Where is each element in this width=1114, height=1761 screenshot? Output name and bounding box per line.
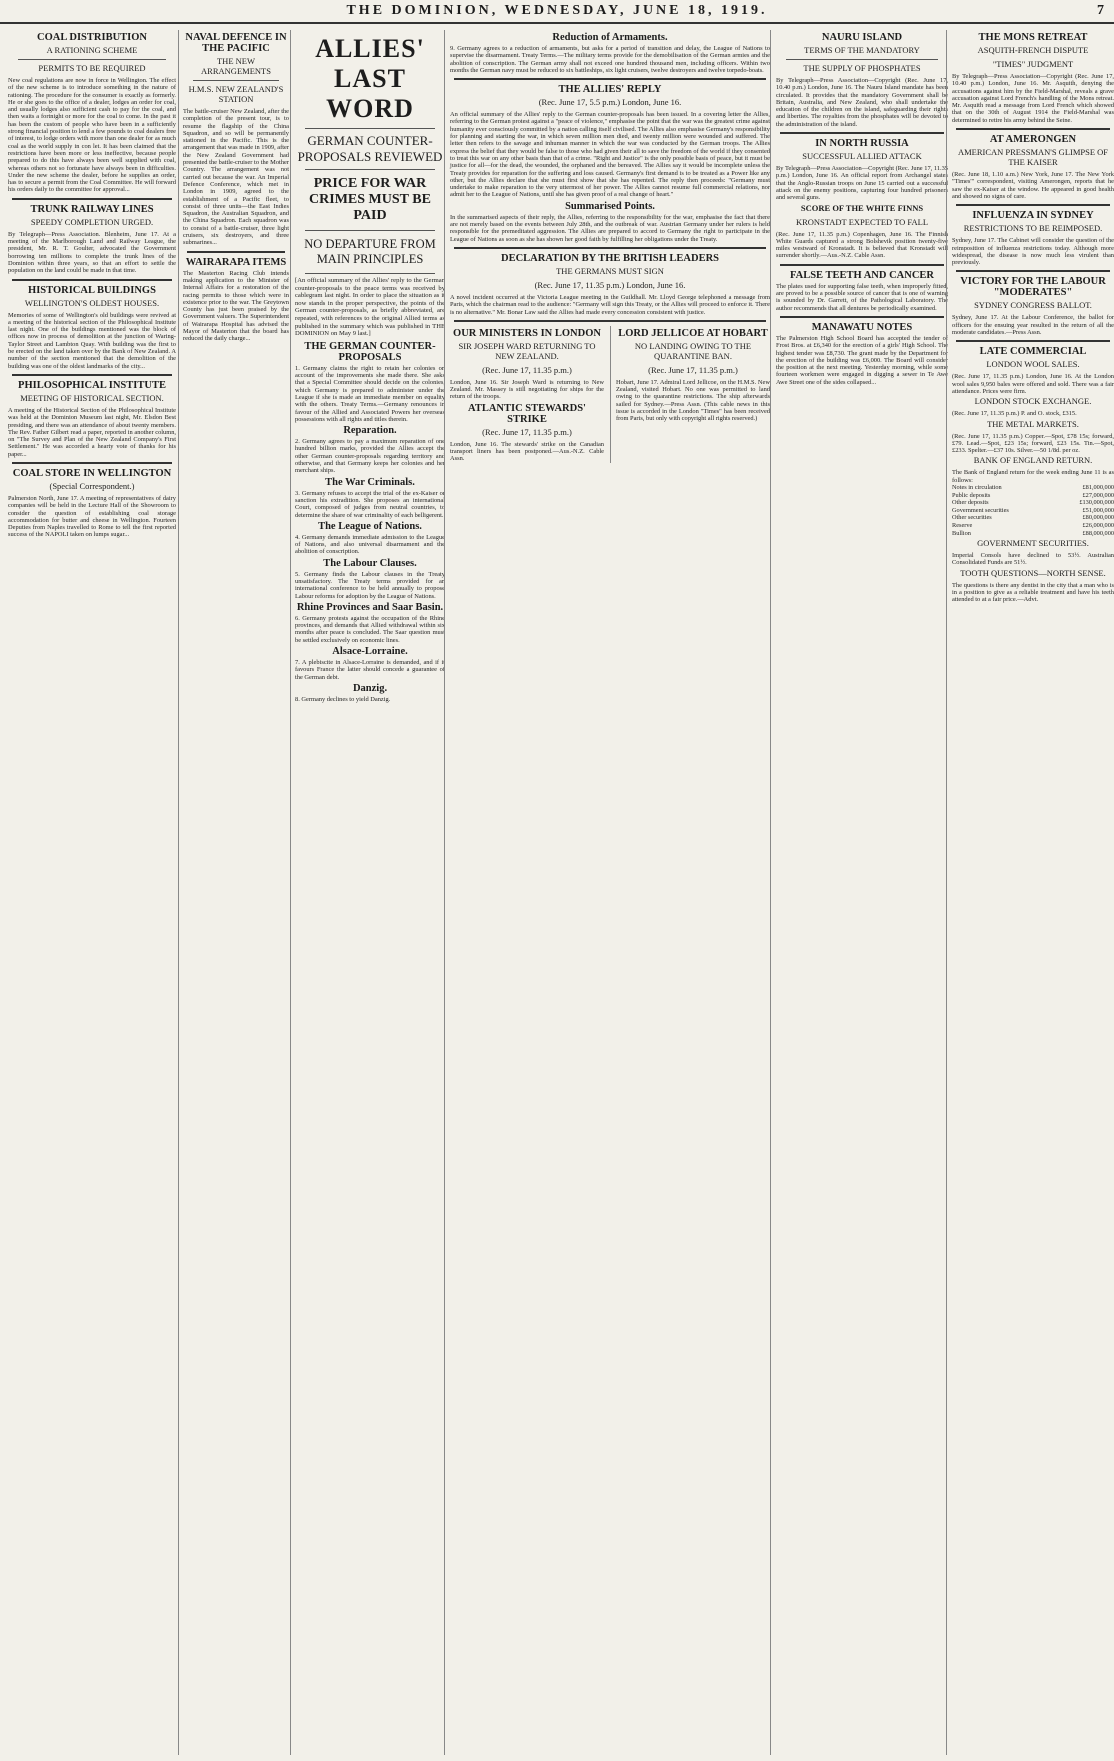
section-heading: Alsace-Lorraine. [332, 646, 408, 658]
article-body: By Telegraph—Press Association—Copyright (Rec. June 17, 10.40 p.m.) London, June 16. Mr. Asquith, denying the accusations against him by the Field-Marshal, reveals a grave accusation against Lord French's handling of the Mons retreat. Mr. Asquith read a message from Lord French which showed that on the 30th of August 1914 the Field-Marshal was determined to retire his army behind the Seine. [952, 73, 1114, 124]
section-heading: Danzig. [352, 682, 388, 694]
article-intro: [An official summary of the Allies' reply to the German counter-proposals to the peace terms was received by cablegram last night. In order to place the situation as it now stands in the proper perspective, the points of the German counter-proposals, as briefly abbreviated, are repeated, with references to the original Allied terms as published in the summary which was published in THE DOMINION on May 9 last.] [295, 277, 447, 338]
article-body: The questions is there any dentist in the city that a man who is in a position to give as a reliable treatment and have his teeth attended to at a fair price.—Advt. [952, 581, 1114, 604]
article-body: 6. Germany protests against the occupation of the Rhine provinces, and demands that Allied withdrawal within six months after peace is concluded. The Saar question must be settled exclusively on economic lines. [295, 614, 447, 644]
section-heading: The War Criminals. [325, 476, 415, 488]
article-body: New coal regulations are now in force in Wellington. The effect of the new scheme is to introduce something in the nature of rationing. The procedure for the consumer is exactly as formerly. He or she goes to the office of a dealer, lodges an order for coal, and usually lodges also sufficient cash to pay for the coal, and then waits a fortnight or more for the coal to come. In the past it has been the custom of people who have been in a sufficiently strong financial position to lend a few pounds to coal dealers free of interest, to lodge orders with more than one dealer for as much coal as the world supply in con let. It has been claimed that the restrictions have been more or less ineffective, because people prepared to do this have always been well supplied with coal, whereas others not so fortunate have always been in difficulties. Under the new scheme the dealer, before he supplies an order, has to secure a permit from the Coal Committee. He will forward his orders daily to the committee for approval... [8, 77, 178, 194]
subhead: THE SUPPLY OF PHOSPHATES [803, 63, 921, 73]
article-body: 4. Germany demands immediate admission to the League of Nations, and also universal disarmament and the abolition of conscription. [295, 533, 447, 556]
article-body: 1. Germany claims the right to retain her colonies on account of the improvements she made there. She asks that a Special Committee should decide on the colonies, which Germany is prepared to administer under the League if she is made an immediate member on equality with the others. Treaty Terms.—Germany renounces in favour of the Allied and Associated Powers her overseas possessions with all rights and titles therein. [295, 364, 447, 423]
section-heading: Rhine Provinces and Saar Basin. [296, 601, 444, 613]
headline-mons-retreat: THE MONS RETREAT [978, 32, 1088, 43]
subhead: LONDON STOCK EXCHANGE. [974, 396, 1092, 407]
article-body: Sydney, June 17. The Cabinet will consider the question of the reimposition of influenza restrictions today. Although more widespread, the disease is now much less virulent than previously. [952, 237, 1114, 267]
subhead: SUCCESSFUL ALLIED ATTACK [802, 151, 922, 162]
section-heading: Summarised Points. [565, 200, 655, 212]
article-body: The plates used for supporting false teeth, when improperly fitted, are proved to be a possible source of cancer that is one of warning is sounded by Dr. Garrett, of the Pathological Laboratory. The author recommends that all dentures be periodically examined. [776, 282, 950, 312]
subhead: LONDON WOOL SALES. [986, 359, 1080, 370]
subhead: (Special Correspondent.) [49, 480, 135, 491]
article-body: (Rec. June 17, 11.35 p.m.) London, June 16. At the London wool sales 9,950 bales were offered and sold. There was a fair attendance. Prices were firm. [952, 373, 1114, 395]
subhead: GOVERNMENT SECURITIES. [977, 538, 1089, 549]
bank-return-value: £27,000,000 [1082, 491, 1114, 499]
bank-return-label: Bullion [952, 529, 971, 537]
article-body: 3. Germany refuses to accept the trial of the ex-Kaiser or sanction his extradition. She proposes an international Court, composed of judges from neutral countries, to determine the share of war criminality of each belligerent. [295, 489, 447, 519]
headline-nauru: NAURU ISLAND [821, 32, 903, 43]
column-3 [290, 30, 445, 1755]
article-body: (Rec. June 17, 11.35 p.m.) Copenhagen, June 16. The Finnish White Guards captured a strong Bolshevik position twenty-five miles westward of Kronstadt. It is believed that Kronstadt will surrender shortly.—Aus.-N.Z. Cable Assn. [776, 230, 950, 260]
section-heading: The Labour Clauses. [323, 557, 417, 569]
bank-return-label: Public deposits [952, 491, 991, 499]
column-6 [946, 30, 1114, 1755]
masthead-title: THE DOMINION, WEDNESDAY, JUNE 18, 1919. [346, 3, 768, 18]
article-body: The Bank of England return for the week ending June 11 is as follows: [952, 469, 1114, 484]
dateline [450, 97, 770, 107]
bank-return-value: £130,000,000 [1079, 499, 1114, 507]
subhead: SCORE OF THE WHITE FINNS [800, 202, 924, 213]
bank-return-row [952, 507, 1114, 515]
section-heading: The League of Nations. [318, 520, 422, 532]
headline-stewards-strike: ATLANTIC STEWARDS' STRIKE [468, 402, 586, 425]
subhead: WELLINGTON'S OLDEST HOUSES. [24, 297, 160, 308]
article-body: A meeting of the Historical Section of the Philosophical Institute was held at the Dominion Museum last night, Mr. Elsdon Best presiding, and there was an attendance of about twenty members. The Rev. Father Gilbert read a paper, reported in another column, on "The Survey and Plan of the New Zealand Company's First Settlement." He was accorded a hearty vote of thanks for his paper... [8, 406, 178, 458]
main-subheadline: PRICE FOR WAR CRIMES MUST BE PAID [309, 176, 431, 223]
article-body: By Telegraph—Press Association—Copyright (Rec. June 17, 11.35 p.m.) London, June 16. An official report from Archangel states that the Anglo-Russian troops on June 15 carried out a successful attack on the enemy positions, capturing four hundred prisoners and several guns. [776, 165, 950, 202]
article-body: In the summarised aspects of their reply, the Allies, referring to the responsibility for the war, emphasise the fact that there are not merely based on the events between July 28th, and the outbreak of war. Austrian Germany under her rulers is held responsible for the premeditated aggression. The Allies are prepared to accord to Germany the right to participate in the League of Nations as soon as she has shown her good faith by fulfilling her obligations under the Treaty. [450, 213, 772, 243]
subhead: SYDNEY CONGRESS BALLOT. [974, 300, 1092, 311]
headline-allies-reply: THE ALLIES' REPLY [558, 84, 662, 96]
subhead: MEETING OF HISTORICAL SECTION. [20, 392, 164, 403]
masthead [0, 0, 1114, 24]
article-body: 2. Germany agrees to pay a maximum reparation of one hundred billion marks, provided the Allies accept the other German counter-proposals regarding territory and otherwise, and that Germany keeps her colonies and her merchant ships. [295, 438, 447, 475]
article-body: 5. Germany finds the Labour clauses in the Treaty unsatisfactory. The Treaty terms provided for an international conference to be held annually to propose Labour reforms for adoption by the League of Nations. [295, 570, 447, 600]
bank-return-label: Notes in circulation [952, 484, 1002, 492]
bank-return-value: £51,000,000 [1082, 506, 1114, 514]
dateline: (Rec. June 17, 11.35 p.m.) [482, 364, 572, 375]
section-heading: Reduction of Armaments. [552, 32, 668, 43]
headline-ministers: OUR MINISTERS IN LONDON [453, 327, 601, 339]
headline-manawatu: MANAWATU NOTES [811, 321, 913, 333]
section-heading: THE GERMAN COUNTER-PROPOSALS [304, 340, 436, 363]
dateline [450, 280, 770, 290]
headline-labour-moderates: VICTORY FOR THE LABOUR "MODERATES" [960, 276, 1106, 299]
headline-false-teeth: FALSE TEETH AND CANCER [789, 269, 935, 281]
page-number: 7 [1097, 3, 1104, 18]
subhead: SPEEDY COMPLETION URGED. [30, 216, 154, 227]
subhead: "TIMES" JUDGMENT [992, 59, 1074, 69]
bank-return-label: Government securities [952, 506, 1009, 514]
subhead: AMERICAN PRESSMAN'S GLIMPSE OF THE KAISER [957, 147, 1109, 168]
bank-return-row [952, 530, 1114, 538]
article-body: A novel incident occurred at the Victoria League meeting in the Guildhall. Mr. Lloyd George telephoned a message from Paris, which the chairman read to the audience: "Germany will sign this Treaty, or the Allies will proceed to enforce it. There is no alternative." Mr. Bonar Law said the Allies had made every concession consistent with justice. [450, 293, 772, 316]
bank-return-row [952, 499, 1114, 507]
subhead: ASQUITH-FRENCH DISPUTE [977, 45, 1089, 55]
subhead: BANK OF ENGLAND RETURN. [973, 455, 1093, 466]
article-body: London, June 16. The stewards' strike on the Canadian transport liners has been postponed.—Aus.-N.Z. Cable Assn. [450, 440, 606, 463]
bank-return-value: £80,000,000 [1082, 514, 1114, 522]
article-body: 9. Germany agrees to a reduction of armaments, but asks for a period of transition and delay, the League of Nations to supervise the disarmament. Treaty Terms.—The military terms provide for the demobilisation of the German armies and the abolition of conscription. The German army shall not exceed one hundred thousand men, including officers. Within two months the German navy must be reduced to six battleships, six light cruisers, twelve destroyers and twelve torpedo-boats. [450, 45, 772, 74]
main-subheadline: GERMAN COUNTER-PROPOSALS REVIEWED [297, 133, 443, 164]
article-body: The battle-cruiser New Zealand, after the completion of the present tour, is to resume the flagship of the China Squadron, and so will be permanently stationed in the Pacific. This is the arrangement that was made in 1909, after the New Zealand Government had presented the battle-cruiser to the Mother Country. The arrangement was not carried out because the war. An Imperial Defence Conference, which met in London in 1909, agreed to the establishment of a Pacific fleet, to consist of three units—the East Indies Squadron, the Australian Squadron, and the China Squadron. Each squadron was to consist of a battle-cruiser, three light cruisers, six destroyers, and three submarines... [183, 108, 291, 247]
bank-return-row [952, 492, 1114, 500]
headline-influenza: INFLUENZA IN SYDNEY [972, 210, 1094, 222]
article-body: (Rec. June 17, 11.35 p.m.) P. and O. stock, £315. [952, 410, 1077, 418]
headline-naval-defence: NAVAL DEFENCE IN THE PACIFIC [185, 32, 287, 54]
headline-historical-buildings: HISTORICAL BUILDINGS [28, 284, 156, 296]
bank-return-value: £81,000,000 [1082, 484, 1114, 492]
dateline: (Rec. June 17, 11.35 p.m.) [482, 426, 572, 437]
article-body: Imperial Consols have declined to 53½. Australian Consolidated Funds are 51½. [952, 552, 1114, 567]
headline-wairarapa: WAIRARAPA ITEMS [185, 256, 287, 268]
article-body: The Palmerston High School Board has accepted the tender of Frost Bros. at £6,340 for the erection of a girls' High School. The highest tender was £8,730. The grant made by the Department for the erection of the building was £6,000. The Board will consider the position at the next meeting. Yesterday morning, while some fourteen workmen were engaged in digging a sewer in Te Awe Awe Street one of the sides collapsed... [776, 334, 950, 386]
article-body: 7. A plebiscite in Alsace-Lorraine is demanded, and if it favours France the latter should concede a guarantee of the German debt. [295, 659, 447, 681]
place-line: London, June 16. [622, 97, 682, 108]
ministers-block [450, 326, 604, 463]
headline-late-commercial: LATE COMMERCIAL [979, 346, 1087, 358]
subhead: KRONSTADT EXPECTED TO FALL [795, 216, 929, 227]
article-body: The Masterton Racing Club intends making application to the Minister of Internal Affairs for a restoration of the racing permits to those which were in existence prior to the war. The Greytown County has just been praised by the Government valuers. The Superintendent of Wairarapa Hospital has advised the Mayor of Masterton that the board has reduced the daily charge... [183, 269, 291, 343]
article-body: By Telegraph—Press Association—Copyright (Rec. June 17, 10.40 p.m.) London, June 16. The Nauru Island mandate has been circulated. It provides that the mandatory Government shall be Britain, Australia, and New Zealand, who shall undertake the education of the children on the island, safeguarding their rights and liberties. The royalties from the phosphates will be devoted to the administration of the island. [776, 77, 950, 128]
headline-coal-distribution: COAL DISTRIBUTION [37, 32, 147, 43]
section-heading: Reparation. [343, 425, 397, 437]
headline-philosophical-institute: PHILOSOPHICAL INSTITUTE [18, 379, 166, 391]
headline-trunk-railway: TRUNK RAILWAY LINES [30, 203, 154, 215]
subhead: A RATIONING SCHEME [46, 45, 138, 55]
subhead: TERMS OF THE MANDATORY [804, 45, 920, 55]
article-body: London, June 16. Sir Joseph Ward is returning to New Zealand. Mr. Massey is still negotiating for ships for the return of the troops. [450, 378, 606, 401]
bank-return-row [952, 514, 1114, 522]
place-line: London, June 16. [626, 279, 686, 290]
subhead: RESTRICTIONS TO BE REIMPOSED. [963, 223, 1103, 234]
article-body: (Rec. June 18, 1.10 a.m.) New York, June 17. The New York "Times'" correspondent, visiting Amerongen, reports that he saw the ex-Kaiser at the window. He appeared in good health and showed no signs of care. [952, 171, 1114, 200]
jellicoe-block [610, 326, 770, 463]
bank-return-value: £88,000,000 [1082, 529, 1114, 537]
dateline: (Rec. June 17, 11.35 p.m.) [648, 364, 738, 375]
subhead: H.M.S. NEW ZEALAND'S STATION [188, 84, 284, 104]
headline-jellicoe: LORD JELLICOE AT HOBART [618, 327, 768, 339]
article-body: Sydney, June 17. At the Labour Conference, the ballot for officers for the ensuing year resulted in the return of all the moderate candidates.—Press Assn. [952, 314, 1114, 337]
subhead: TOOTH QUESTIONS—NORTH SENSE. [960, 567, 1106, 578]
bank-return-row [952, 484, 1114, 492]
bank-return-value: £26,000,000 [1082, 521, 1114, 529]
headline-british-leaders: DECLARATION BY THE BRITISH LEADERS [500, 252, 720, 264]
subhead: THE NEW ARRANGEMENTS [201, 56, 271, 76]
subhead: PERMITS TO BE REQUIRED [38, 63, 146, 73]
column-2 [178, 30, 289, 1755]
received-line: (Rec. June 17, 5.5 p.m.) [538, 97, 621, 108]
headline-north-russia: IN NORTH RUSSIA [815, 138, 909, 150]
column-4 [444, 30, 770, 1755]
article-body: By Telegraph—Press Association. Blenheim, June 17. At a meeting of the Marlborough Land and Railway League, the president, Mr. R. T. Goulter, advocated the Government borrowing ten millions to complete the trunk lines of the Dominion within three years, so that an effort to settle the population on the land could be made in that time. [8, 230, 178, 275]
bank-return-label: Reserve [952, 521, 973, 529]
subhead: SIR JOSEPH WARD RETURNING TO NEW ZEALAND. [458, 340, 596, 361]
headline-coal-store: COAL STORE IN WELLINGTON [12, 467, 172, 479]
article-body: 8. Germany declines to yield Danzig. [295, 695, 391, 703]
subhead: NO LANDING OWING TO THE QUARANTINE BAN. [634, 340, 752, 361]
main-headline: ALLIES' LAST WORD [315, 34, 425, 123]
bottom-split [450, 326, 770, 463]
article-body: Memories of some of Wellington's old buildings were revived at a meeting of the historical section of the Philosophical Institute last night. One of the buildings mentioned was the block of offices now in process of demolition at the junction of Waring-Taylor Street and Lambton Quay. With building was the first to be erected on the land taken over by the Bank of New Zealand. A number of the section mentioned that the demolition of the building was one of the oldest landmarks of the city... [8, 311, 178, 370]
bank-return-table [952, 484, 1114, 537]
article-body: An official summary of the Allies' reply to the German counter-proposals has been issued. In a covering letter the Allies, referring to the German protest against a "peace of violence," emphasise the point that the war was the greatest crime against humanity ever consciously committed by a nation calling itself civilised. The Allies also emphasise Germany's responsibility for planning and starting the war, in which seven million men died, and twenty million were wounded and suffered. The letter then refers to the savage and inhuman manner in which the war was conducted by the German troops. The Allies express the belief that they would be false to those who had given their all to save the freedom of the world if they consented to treat this war on any other basis than that of a crime. "Right and Justice" is the only possible basis of peace, but it must be justice for all—for the dead, the wounded, the orphaned and the bereaved. The Allies say it would be incomplete unless the Treaty provides for reparation for the suffering and loss caused. Germany's first demand is to be treated as a Power like any other, but the Allies declare that she must first show that she has repented. The reply then proceeds: "Germany must undertake to make reparation to the very uttermost of her power. The Allies cannot resume full commercial relations, nor admit her to the League of Nations, until she has given proof of a real change of heart." [450, 111, 772, 199]
received-line: (Rec. June 17, 11.35 p.m.) [534, 279, 625, 290]
bank-return-row [952, 522, 1114, 530]
column-1 [8, 30, 176, 1755]
bank-return-label: Other securities [952, 514, 992, 522]
main-subheadline: NO DEPARTURE FROM MAIN PRINCIPLES [304, 237, 436, 266]
article-body: Hobart, June 17. Admiral Lord Jellicoe, on the H.M.S. New Zealand, visited Hobart. No one was permitted to land owing to the quarantine restrictions. The ship afterwards sailed for Sydney.—Press Assn. (This cable news in this issue is accorded in the London "Times" has been received from Paris, but only with copyright all rights reserved.) [616, 378, 772, 423]
subhead: THE METAL MARKETS. [987, 418, 1079, 429]
bank-return-label: Other deposits [952, 499, 989, 507]
subhead: THE GERMANS MUST SIGN [556, 265, 664, 276]
column-5 [770, 30, 948, 1755]
headline-amerongen: AT AMERONGEN [989, 134, 1077, 146]
article-body: Palmerston North, June 17. A meeting of representatives of dairy companies will be held in the Lecture Hall of the Showroom to consider the question of establishing coal storage accommodation for butter and cheese in Wellington. Fourteen Deputies from Naples travelled to Rome to tell the first reported success of the NAPOLI taken on lumps sugar... [8, 494, 178, 539]
article-body: (Rec. June 17, 11.35 p.m.) Copper.—Spot, £78 15s; forward, £79. Lead.—Spot, £23 15s; forward, £23 15s. Tin.—Spot, £233. Spelter.—£37 10s. Silver.—50 1/8d. per oz. [952, 432, 1114, 455]
